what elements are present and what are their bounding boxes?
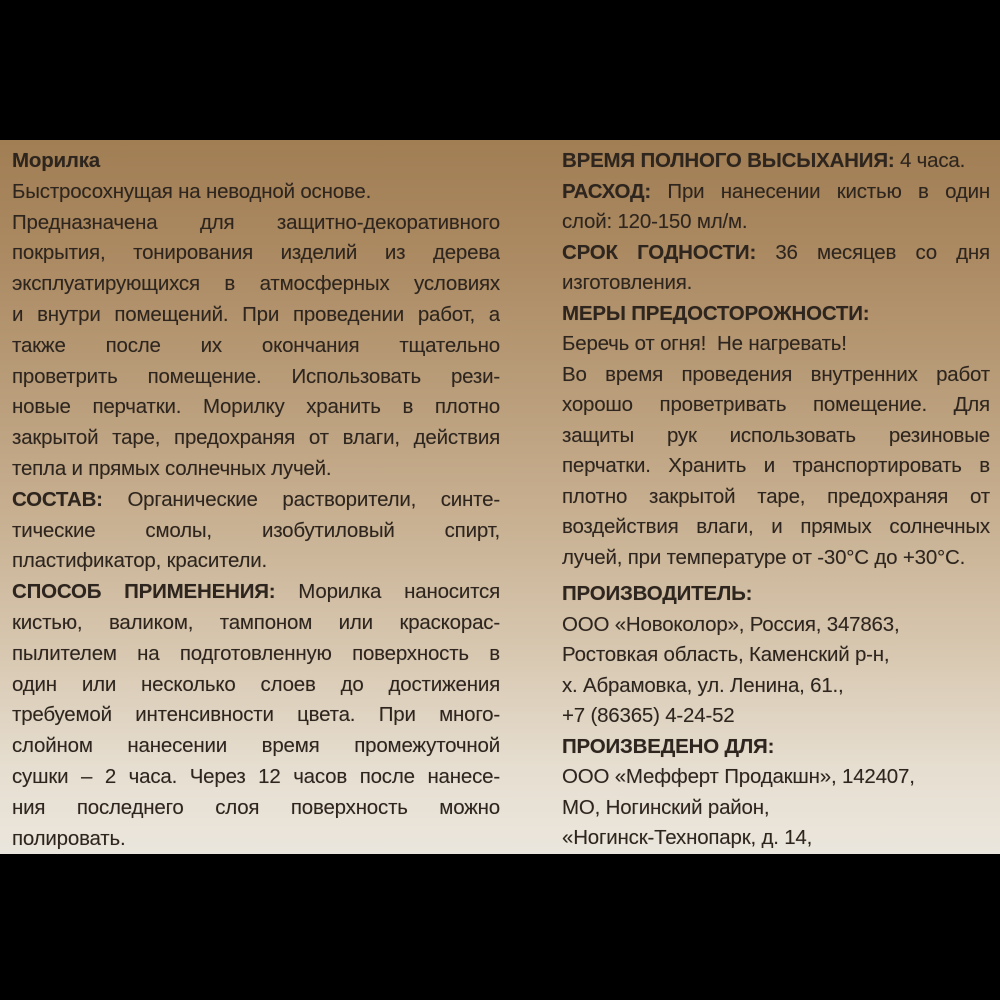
text-line: плотно закрытой таре, предохраняя от [562, 484, 990, 508]
section-heading: ПРОИЗВЕДЕНО ДЛЯ: [562, 734, 775, 758]
text-line: воздействия влаги, и прямых солнечных [562, 515, 990, 538]
text-line: лучей, при температуре от -30°С до +30°С. [562, 545, 966, 569]
section-heading: ПРОИЗВОДИТЕЛЬ: [562, 582, 753, 605]
text-line: один или несколько слоев до достижения [12, 672, 500, 696]
label-content [0, 140, 1000, 854]
text-line: кистью, валиком, тампоном или краскорас- [12, 610, 500, 634]
text-line: закрытой таре, предохраняя от влаги, действия [12, 426, 500, 450]
text-line: Беречь от огня! Не нагревать! [562, 332, 847, 355]
text-line: Быстросохнущая на неводной основе. [12, 179, 372, 203]
text-line: ния последнего слоя поверхность можно [12, 795, 500, 819]
text-line: защиты рук использовать резиновые [562, 423, 990, 447]
section-heading: Морилка [12, 149, 101, 172]
bottom-black-band [0, 854, 1000, 1000]
text-line: также после их окончания тщательно [12, 333, 500, 357]
section-heading: МЕРЫ ПРЕДОСТОРОЖНОСТИ: [562, 301, 870, 325]
text-line: х. Абрамовка, ул. Ленина, 61., [562, 673, 844, 697]
text-line: сушки – 2 часа. Через 12 часов после нанесе- [12, 764, 500, 788]
text-line: слой: 120-150 мл/м. [562, 210, 748, 233]
text-line: проветрить помещение. Использовать рези- [12, 364, 500, 388]
text-line: изготовления. [562, 271, 693, 294]
text-line: покрытия, тонирования изделий из дерева [12, 241, 500, 265]
text-line: требуемой интенсивности цвета. При много- [12, 703, 500, 727]
text-line: тические смолы, изобутиловый спирт, [12, 518, 500, 542]
text-line: ООО «Новоколор», Россия, 347863, [562, 612, 900, 636]
text-line: МО, Ногинский район, [562, 795, 770, 819]
text-line: перчатки. Хранить и транспортировать в [562, 454, 990, 477]
left-column [12, 146, 500, 854]
text-line: пылителем на подготовленную поверхность в [12, 641, 500, 665]
text-line: пластификатор, красители. [12, 549, 268, 573]
top-black-band [0, 0, 1000, 140]
right-column [562, 146, 990, 854]
text-line: хорошо проветривать помещение. Для [562, 393, 990, 416]
text-line: РАСХОД: При нанесении кистью в один [562, 179, 990, 203]
text-line: новые перчатки. Морилку хранить в плотно [12, 395, 500, 419]
text-line: СРОК ГОДНОСТИ: 36 месяцев со дня [562, 240, 990, 264]
text-line: Во время проведения внутренних работ [562, 362, 990, 386]
text-line: ООО «Мефферт Продакшн», 142407, [562, 765, 915, 788]
text-line: +7 (86365) 4-24-52 [562, 704, 735, 727]
text-line: слойном нанесении время промежуточной [12, 734, 500, 758]
text-line: Ростовкая область, Каменский р-н, [562, 643, 890, 666]
text-line: ВРЕМЯ ПОЛНОГО ВЫСЫХАНИЯ: 4 часа. [562, 149, 966, 172]
text-line: СПОСОБ ПРИМЕНЕНИЯ: Морилка наносится [12, 580, 500, 604]
text-line: Предназначена для защитно-декоративного [12, 210, 500, 234]
text-line: тепла и прямых солнечных лучей. [12, 456, 332, 480]
text-line: СОСТАВ: Органические растворители, синте- [12, 487, 500, 511]
text-line: и внутри помещений. При проведении работ, а [12, 302, 500, 326]
text-line: полировать. [12, 826, 126, 850]
text-line: «Ногинск-Технопарк, д. 14, [562, 826, 813, 849]
text-line: эксплуатирующихся в атмосферных условиях [12, 272, 500, 296]
